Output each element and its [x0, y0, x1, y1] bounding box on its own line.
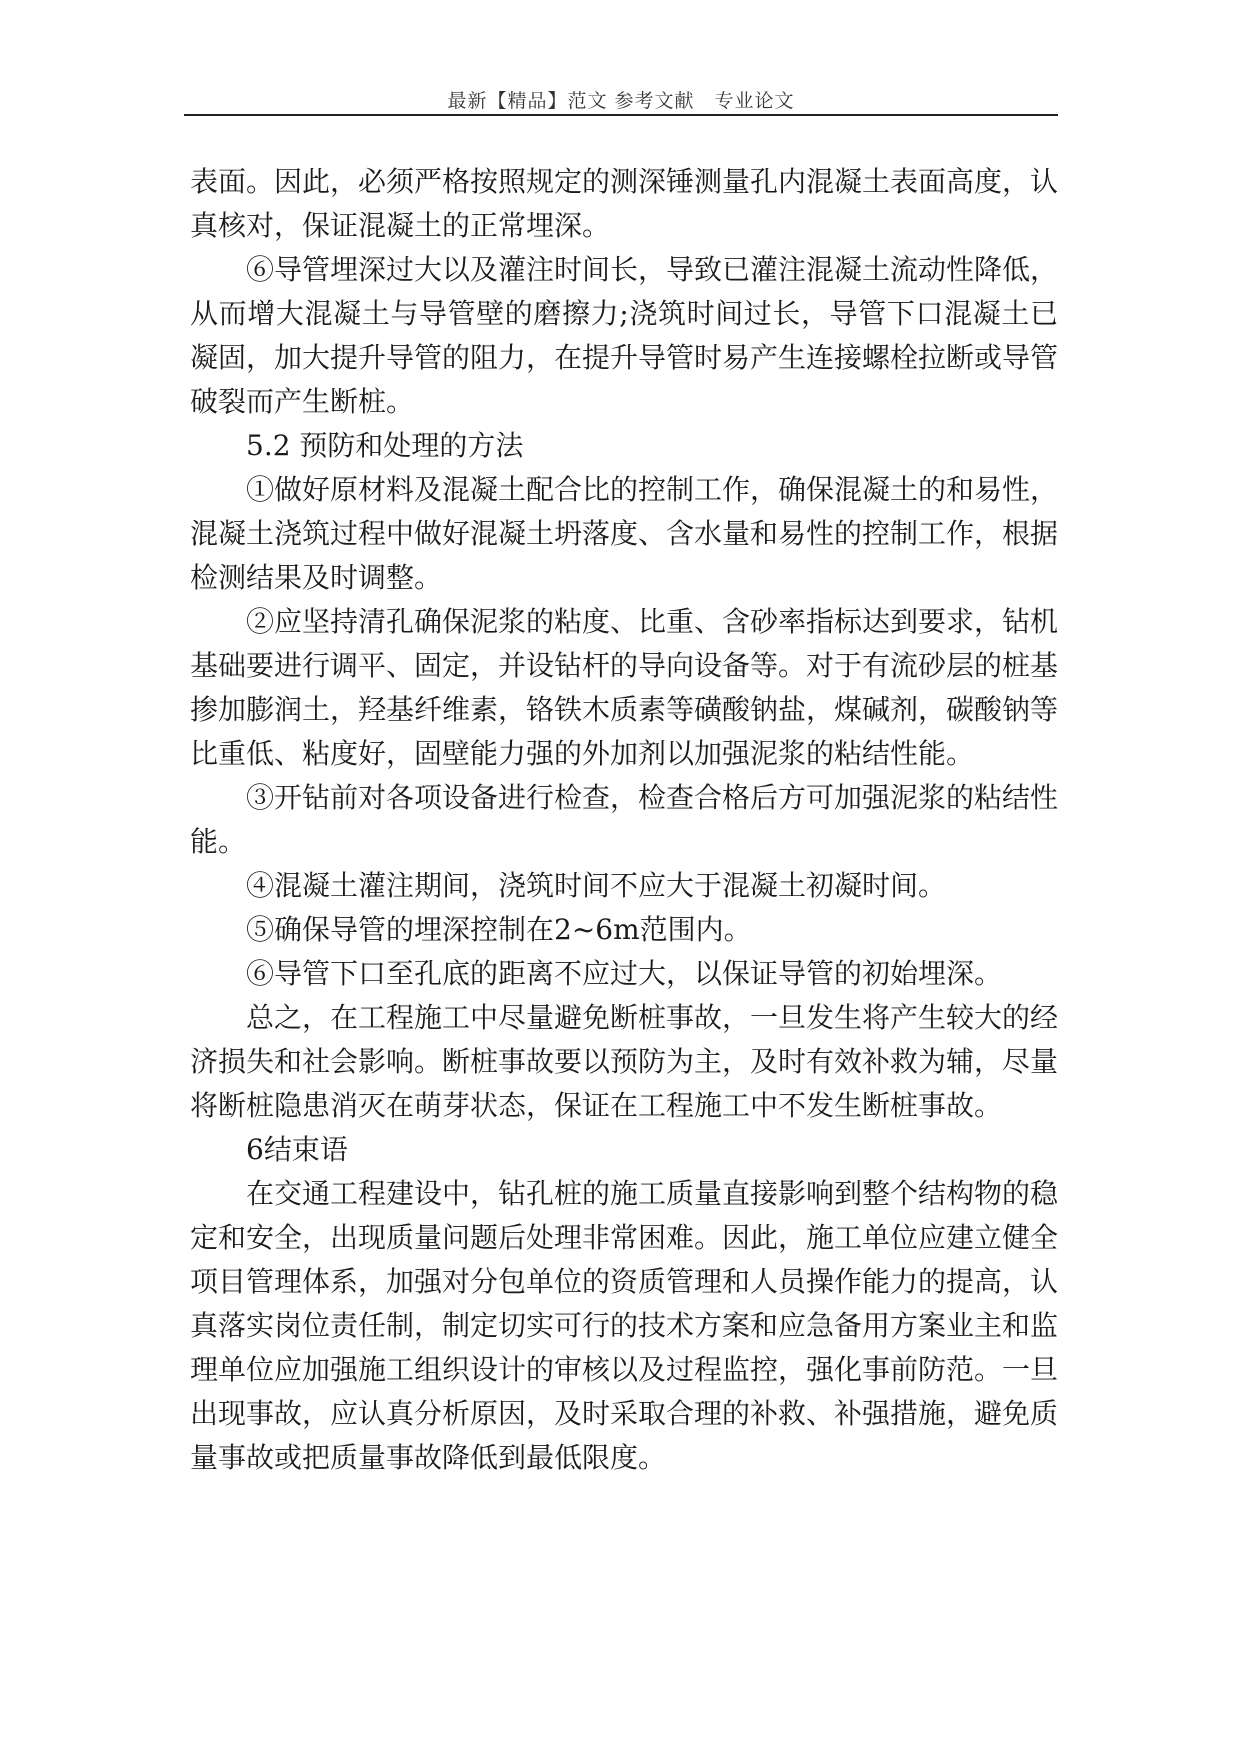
- paragraph-item-2: ②应坚持清孔确保泥浆的粘度、比重、含砂率指标达到要求，钻机基础要进行调平、固定，并设钻杆的导向设备等。对于有流砂层的桩基掺加膨润土，羟基纤维素，铬铁木质素等磺酸钠盐，煤碱剂，碳酸钠等比重低、粘度好，固壁能力强的外加剂以加强泥浆的粘结性能。: [190, 605, 1059, 770]
- paragraph-item-5: ⑤确保导管的埋深控制在2~6m范围内。: [246, 913, 752, 946]
- paragraph-item-3: ③开钻前对各项设备进行检查，检查合格后方可加强泥浆的粘结性能。: [190, 781, 1059, 858]
- paragraph-item-6: ⑥导管下口至孔底的距离不应过大，以保证导管的初始埋深。: [246, 957, 1003, 990]
- header-divider: [184, 114, 1058, 116]
- page-header: 最新【精品】范文 参考文献 专业论文: [447, 90, 795, 112]
- section-heading-6: 6结束语: [246, 1133, 348, 1166]
- paragraph-item-1: ①做好原材料及混凝土配合比的控制工作，确保混凝土的和易性，混凝土浇筑过程中做好混凝土坍落度、含水量和易性的控制工作，根据检测结果及时调整。: [190, 473, 1059, 594]
- section-heading-5-2: 5.2 预防和处理的方法: [246, 429, 524, 462]
- document-body: [190, 160, 1058, 1480]
- paragraph-summary: 总之，在工程施工中尽量避免断桩事故，一旦发生将产生较大的经济损失和社会影响。断桩事故要以预防为主，及时有效补救为辅，尽量将断桩隐患消灭在萌芽状态，保证在工程施工中不发生断桩事故。: [190, 1001, 1059, 1122]
- paragraph-continuation: 表面。因此，必须严格按照规定的测深锤测量孔内混凝土表面高度，认真核对，保证混凝土的正常埋深。: [190, 165, 1059, 242]
- paragraph-item-4: ④混凝土灌注期间，浇筑时间不应大于混凝土初凝时间。: [246, 869, 947, 902]
- paragraph-item-6-cause: ⑥导管埋深过大以及灌注时间长，导致已灌注混凝土流动性降低，从而增大混凝土与导管壁的磨擦力;浇筑时间过长，导管下口混凝土已凝固，加大提升导管的阻力，在提升导管时易产生连接螺栓拉断或导管破裂而产生断桩。: [190, 253, 1059, 418]
- paragraph-conclusion: 在交通工程建设中，钻孔桩的施工质量直接影响到整个结构物的稳定和安全，出现质量问题后处理非常困难。因此，施工单位应建立健全项目管理体系，加强对分包单位的资质管理和人员操作能力的提高，认真落实岗位责任制，制定切实可行的技术方案和应急备用方案业主和监理单位应加强施工组织设计的审核以及过程监控，强化事前防范。一旦出现事故，应认真分析原因，及时采取合理的补救、补强措施，避免质量事故或把质量事故降低到最低限度。: [190, 1177, 1059, 1474]
